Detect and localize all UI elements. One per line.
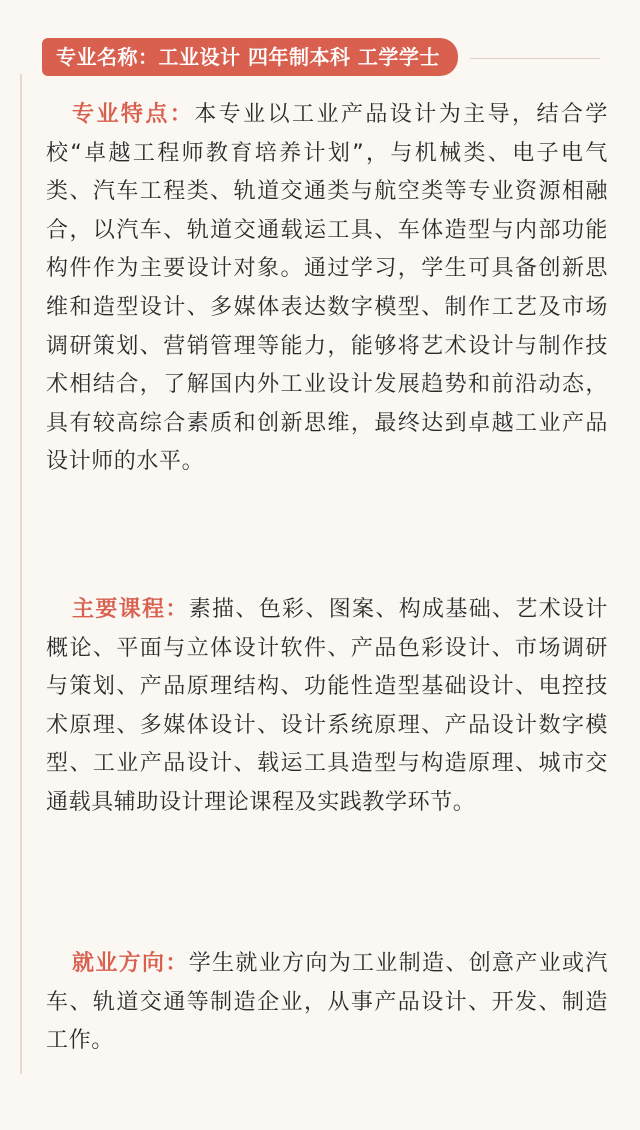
title-rule-line	[470, 58, 600, 59]
section-body-features: 本专业以工业产品设计为主导，结合学校“卓越工程师教育培养计划”，与机械类、电子电气类、汽车工程类、轨道交通类与航空类等专业资源相融合，以汽车、轨道交通载运工具、车体造型与内部功能构件作为主要设计对象。通过学习，学生可具备创新思维和造型设计、多媒体表达数字模型、制作工艺及市场调研策划、营销管理等能力，能够将艺术设计与制作技术相结合，了解国内外工业设计发展趋势和前沿动态，具有较高综合素质和创新思维，最终达到卓越工业产品设计师的水平。	[46, 102, 608, 475]
section-heading-careers: 就业方向：	[72, 951, 189, 976]
left-divider-line	[20, 74, 22, 1074]
major-title-badge: 专业名称：工业设计 四年制本科 工学学士	[42, 38, 458, 76]
section-features	[46, 96, 608, 482]
section-heading-courses: 主要课程：	[72, 597, 189, 622]
section-careers	[46, 945, 608, 1061]
section-heading-features: 专业特点：	[72, 102, 195, 127]
section-body-courses: 素描、色彩、图案、构成基础、艺术设计概论、平面与立体设计软件、产品色彩设计、市场调研与策划、产品原理结构、功能性造型基础设计、电控技术原理、多媒体设计、设计系统原理、产品设计数字模型、工业产品设计、载运工具造型与构造原理、城市交通载具辅助设计理论课程及实践教学环节。	[46, 597, 608, 815]
section-body-careers: 学生就业方向为工业制造、创意产业或汽车、轨道交通等制造企业，从事产品设计、开发、制造工作。	[46, 951, 608, 1054]
section-courses	[46, 591, 608, 823]
